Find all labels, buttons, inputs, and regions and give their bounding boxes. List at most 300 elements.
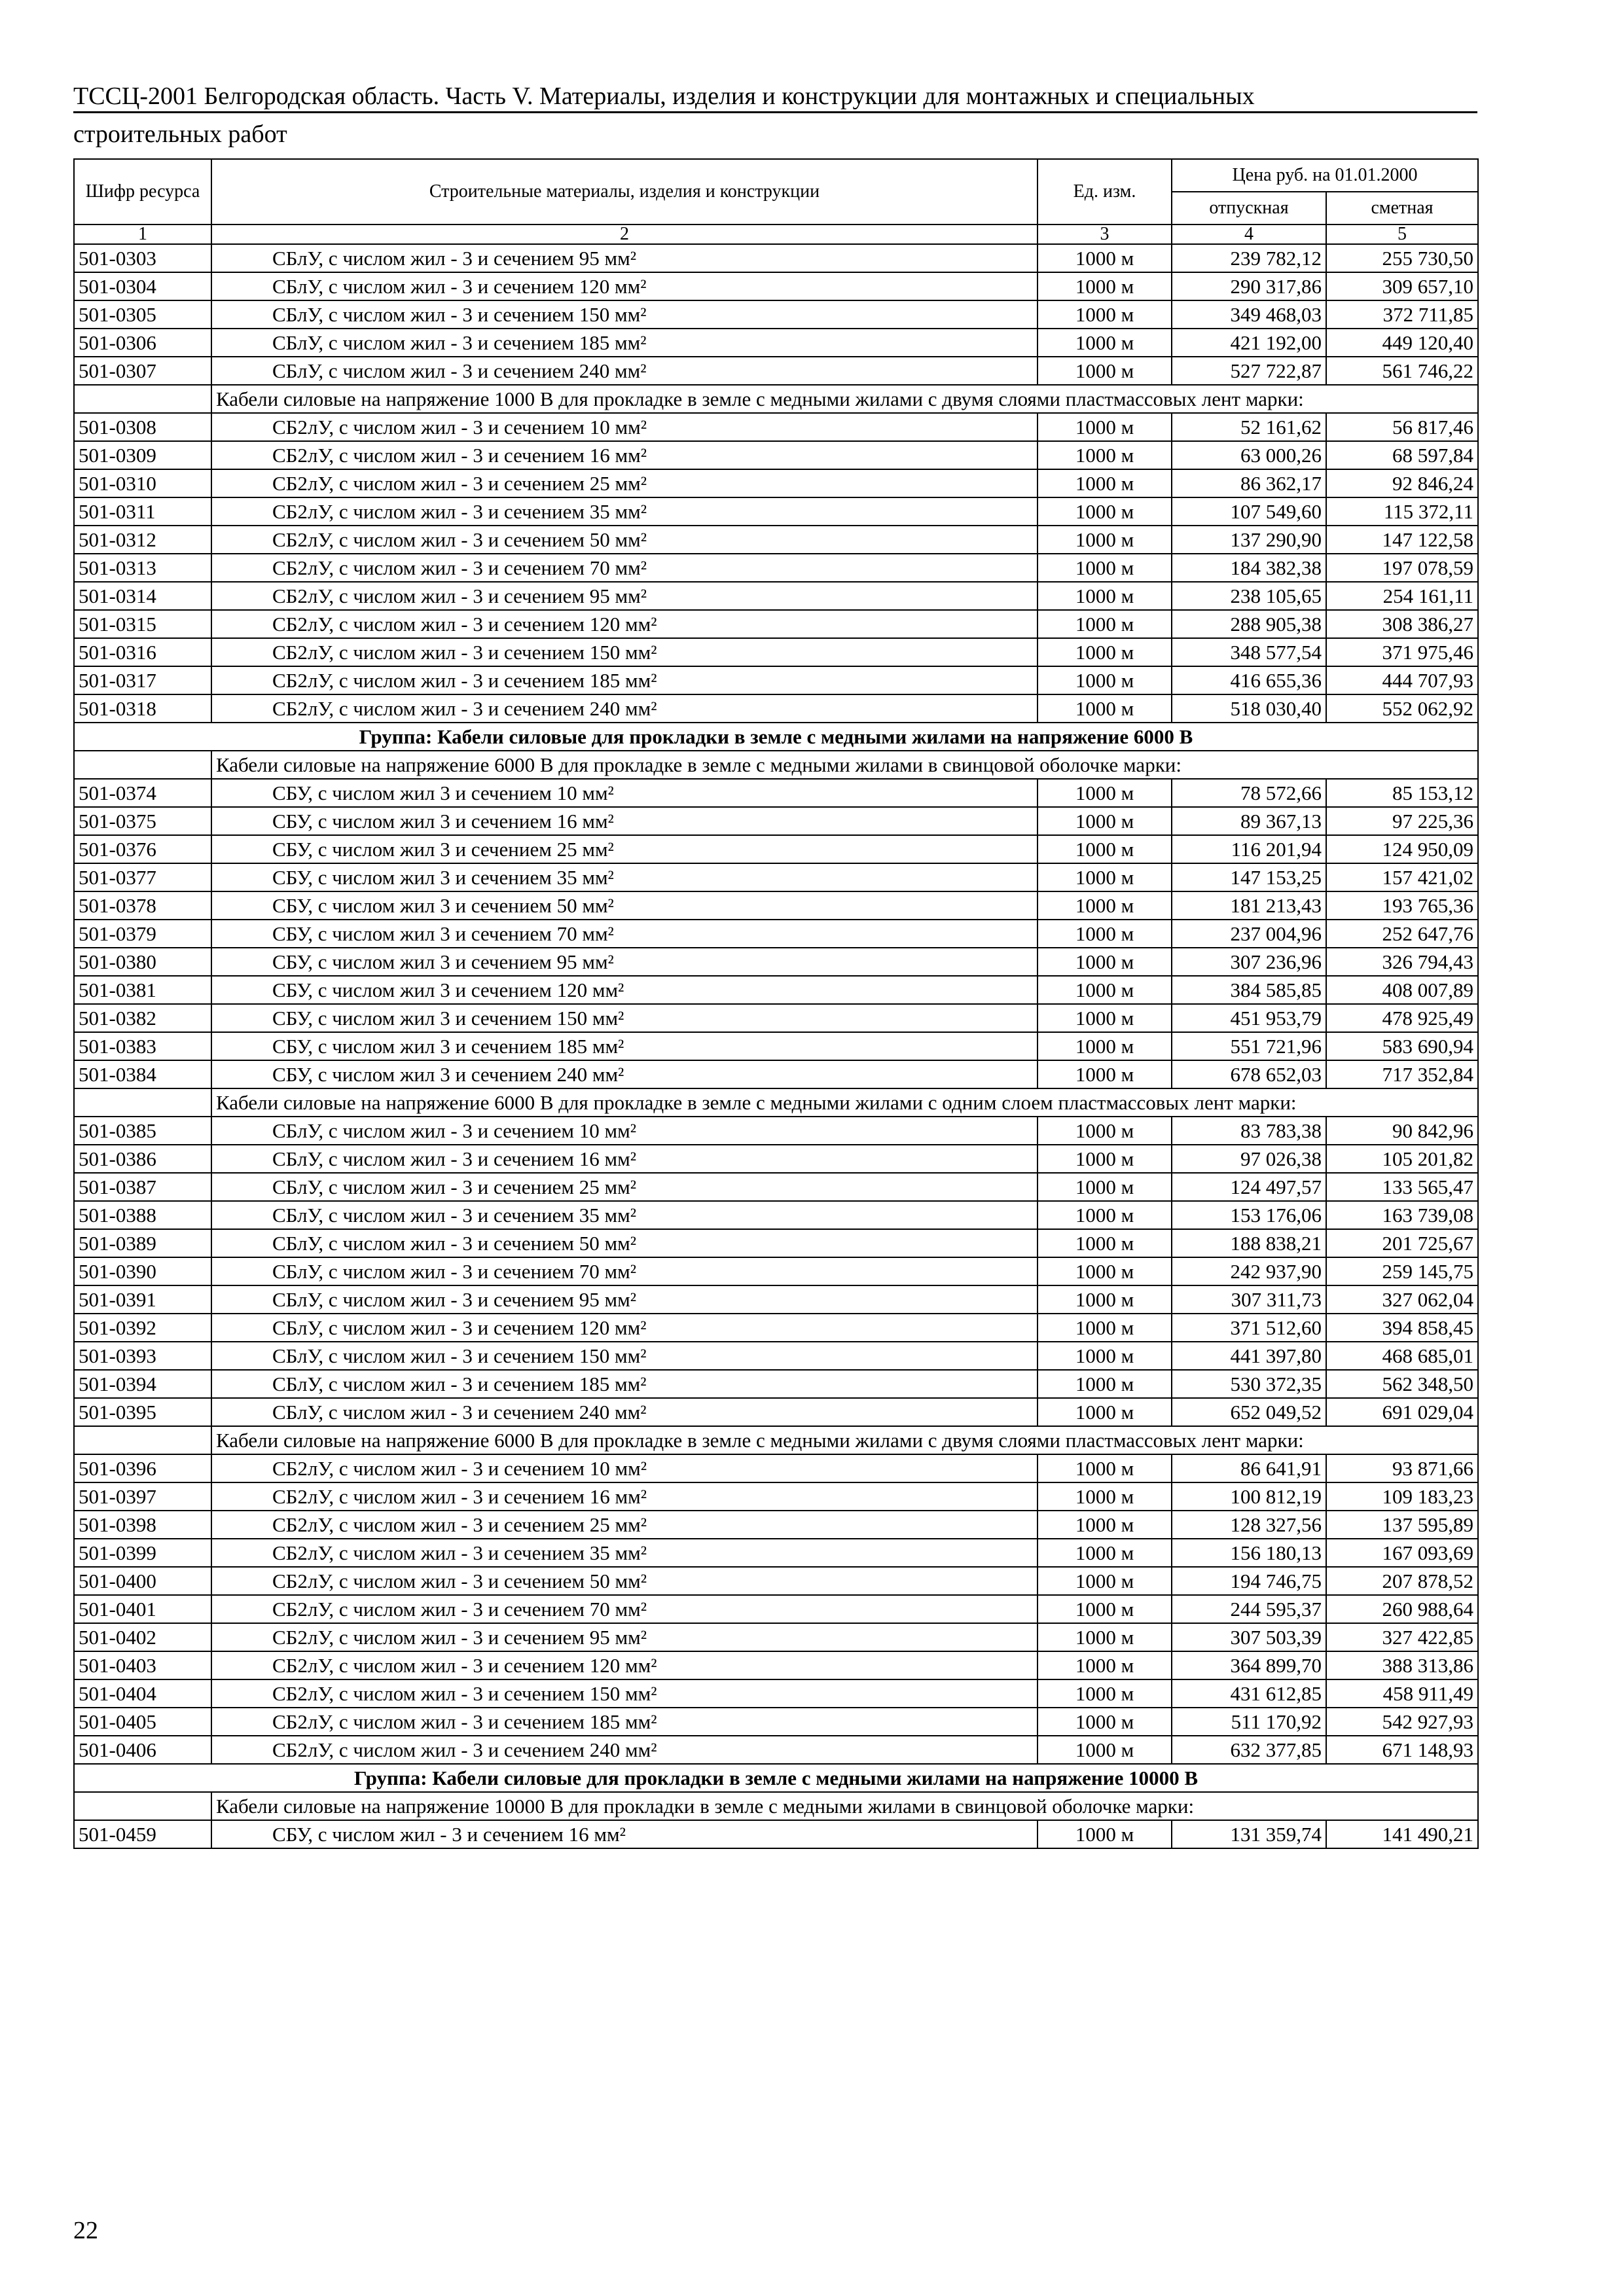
unit-of-measure: 1000 м (1038, 582, 1172, 610)
estimate-price: 93 871,66 (1326, 1454, 1478, 1482)
resource-code: 501-0383 (74, 1032, 211, 1060)
table-row (74, 1285, 1478, 1314)
table-row (74, 976, 1478, 1004)
subheading-row (74, 385, 1478, 413)
subheading-text: Кабели силовые на напряжение 1000 В для прокладке в земле с медными жилами с двумя слоями пластмассовых лент марки: (211, 385, 1478, 413)
material-name: СБ2лУ, с числом жил - 3 и сечением 10 мм² (211, 1454, 1038, 1482)
material-name: СБлУ, с числом жил - 3 и сечением 95 мм² (211, 1285, 1038, 1314)
unit-of-measure: 1000 м (1038, 1173, 1172, 1201)
release-price: 527 722,87 (1172, 357, 1326, 385)
resource-code: 501-0310 (74, 469, 211, 497)
resource-code: 501-0317 (74, 666, 211, 694)
table-row (74, 1257, 1478, 1285)
release-price: 371 512,60 (1172, 1314, 1326, 1342)
material-name: СБлУ, с числом жил - 3 и сечением 150 мм² (211, 300, 1038, 329)
resource-code: 501-0314 (74, 582, 211, 610)
resource-code: 501-0379 (74, 920, 211, 948)
unit-of-measure: 1000 м (1038, 694, 1172, 723)
document-header-continuation: строительных работ (73, 120, 287, 148)
table-row (74, 666, 1478, 694)
unit-of-measure: 1000 м (1038, 1004, 1172, 1032)
unit-of-measure: 1000 м (1038, 357, 1172, 385)
release-price: 181 213,43 (1172, 891, 1326, 920)
table-row (74, 1004, 1478, 1032)
material-name: СБ2лУ, с числом жил - 3 и сечением 16 мм² (211, 441, 1038, 469)
release-price: 441 397,80 (1172, 1342, 1326, 1370)
unit-of-measure: 1000 м (1038, 1567, 1172, 1595)
header-code: Шифр ресурса (74, 159, 211, 224)
subheading-row (74, 1426, 1478, 1454)
resource-code: 501-0392 (74, 1314, 211, 1342)
unit-of-measure: 1000 м (1038, 1342, 1172, 1370)
material-name: СБ2лУ, с числом жил - 3 и сечением 120 мм² (211, 610, 1038, 638)
estimate-price: 254 161,11 (1326, 582, 1478, 610)
resource-code: 501-0375 (74, 807, 211, 835)
table-row (74, 1454, 1478, 1482)
material-name: СБУ, с числом жил 3 и сечением 70 мм² (211, 920, 1038, 948)
release-price: 194 746,75 (1172, 1567, 1326, 1595)
release-price: 184 382,38 (1172, 554, 1326, 582)
release-price: 348 577,54 (1172, 638, 1326, 666)
table-row (74, 779, 1478, 807)
resource-code: 501-0316 (74, 638, 211, 666)
group-heading-text: Группа: Кабели силовые для прокладки в земле с медными жилами на напряжение 6000 В (74, 723, 1478, 751)
material-name: СБлУ, с числом жил - 3 и сечением 240 мм² (211, 1398, 1038, 1426)
table-row (74, 807, 1478, 835)
unit-of-measure: 1000 м (1038, 497, 1172, 526)
material-name: СБлУ, с числом жил - 3 и сечением 16 мм² (211, 1145, 1038, 1173)
release-price: 238 105,65 (1172, 582, 1326, 610)
unit-of-measure: 1000 м (1038, 1820, 1172, 1848)
release-price: 107 549,60 (1172, 497, 1326, 526)
resource-code: 501-0397 (74, 1482, 211, 1511)
resource-code: 501-0376 (74, 835, 211, 863)
release-price: 153 176,06 (1172, 1201, 1326, 1229)
release-price: 86 641,91 (1172, 1454, 1326, 1482)
table-row (74, 526, 1478, 554)
estimate-price: 444 707,93 (1326, 666, 1478, 694)
estimate-price: 137 595,89 (1326, 1511, 1478, 1539)
resource-code: 501-0406 (74, 1736, 211, 1764)
estimate-price: 478 925,49 (1326, 1004, 1478, 1032)
resource-code: 501-0309 (74, 441, 211, 469)
material-name: СБУ, с числом жил 3 и сечением 10 мм² (211, 779, 1038, 807)
table-row (74, 920, 1478, 948)
table-row (74, 1398, 1478, 1426)
unit-of-measure: 1000 м (1038, 610, 1172, 638)
unit-of-measure: 1000 м (1038, 1595, 1172, 1623)
table-row (74, 244, 1478, 272)
estimate-price: 90 842,96 (1326, 1117, 1478, 1145)
column-number: 5 (1326, 224, 1478, 244)
empty-cell (74, 385, 211, 413)
release-price: 124 497,57 (1172, 1173, 1326, 1201)
estimate-price: 92 846,24 (1326, 469, 1478, 497)
subheading-row (74, 1792, 1478, 1820)
material-name: СБУ, с числом жил 3 и сечением 35 мм² (211, 863, 1038, 891)
material-name: СБ2лУ, с числом жил - 3 и сечением 240 мм² (211, 694, 1038, 723)
release-price: 384 585,85 (1172, 976, 1326, 1004)
material-name: СБУ, с числом жил 3 и сечением 95 мм² (211, 948, 1038, 976)
page-number: 22 (73, 2217, 98, 2244)
release-price: 416 655,36 (1172, 666, 1326, 694)
release-price: 551 721,96 (1172, 1032, 1326, 1060)
material-name: СБ2лУ, с числом жил - 3 и сечением 185 мм² (211, 1708, 1038, 1736)
table-header (74, 159, 1478, 244)
unit-of-measure: 1000 м (1038, 1708, 1172, 1736)
resource-code: 501-0400 (74, 1567, 211, 1595)
estimate-price: 163 739,08 (1326, 1201, 1478, 1229)
resource-code: 501-0405 (74, 1708, 211, 1736)
material-name: СБлУ, с числом жил - 3 и сечением 70 мм² (211, 1257, 1038, 1285)
empty-cell (74, 1088, 211, 1117)
header-name: Строительные материалы, изделия и конструкции (211, 159, 1038, 224)
column-number: 3 (1038, 224, 1172, 244)
release-price: 156 180,13 (1172, 1539, 1326, 1567)
table-row (74, 863, 1478, 891)
resource-code: 501-0388 (74, 1201, 211, 1229)
material-name: СБлУ, с числом жил - 3 и сечением 35 мм² (211, 1201, 1038, 1229)
table-row (74, 1342, 1478, 1370)
resource-code: 501-0387 (74, 1173, 211, 1201)
unit-of-measure: 1000 м (1038, 1314, 1172, 1342)
material-name: СБУ, с числом жил - 3 и сечением 16 мм² (211, 1820, 1038, 1848)
table-row (74, 891, 1478, 920)
release-price: 451 953,79 (1172, 1004, 1326, 1032)
unit-of-measure: 1000 м (1038, 272, 1172, 300)
empty-cell (74, 1792, 211, 1820)
table-row (74, 1708, 1478, 1736)
release-price: 83 783,38 (1172, 1117, 1326, 1145)
table-row (74, 1736, 1478, 1764)
estimate-price: 583 690,94 (1326, 1032, 1478, 1060)
material-name: СБ2лУ, с числом жил - 3 и сечением 25 мм² (211, 469, 1038, 497)
group-heading-text: Группа: Кабели силовые для прокладки в земле с медными жилами на напряжение 10000 В (74, 1764, 1478, 1792)
column-numbers-row (74, 224, 1478, 244)
release-price: 288 905,38 (1172, 610, 1326, 638)
table-row (74, 1651, 1478, 1679)
table-row (74, 1117, 1478, 1145)
resource-code: 501-0303 (74, 244, 211, 272)
table-row (74, 497, 1478, 526)
table-row (74, 1511, 1478, 1539)
release-price: 97 026,38 (1172, 1145, 1326, 1173)
material-name: СБлУ, с числом жил - 3 и сечением 25 мм² (211, 1173, 1038, 1201)
unit-of-measure: 1000 м (1038, 1145, 1172, 1173)
release-price: 652 049,52 (1172, 1398, 1326, 1426)
material-name: СБУ, с числом жил 3 и сечением 150 мм² (211, 1004, 1038, 1032)
release-price: 431 612,85 (1172, 1679, 1326, 1708)
material-name: СБлУ, с числом жил - 3 и сечением 185 мм² (211, 329, 1038, 357)
release-price: 530 372,35 (1172, 1370, 1326, 1398)
release-price: 307 236,96 (1172, 948, 1326, 976)
material-name: СБ2лУ, с числом жил - 3 и сечением 50 мм² (211, 1567, 1038, 1595)
group-heading-row (74, 1764, 1478, 1792)
resource-code: 501-0394 (74, 1370, 211, 1398)
unit-of-measure: 1000 м (1038, 1511, 1172, 1539)
material-name: СБ2лУ, с числом жил - 3 и сечением 35 мм² (211, 1539, 1038, 1567)
release-price: 131 359,74 (1172, 1820, 1326, 1848)
estimate-price: 371 975,46 (1326, 638, 1478, 666)
empty-cell (74, 751, 211, 779)
table-row (74, 948, 1478, 976)
unit-of-measure: 1000 м (1038, 1454, 1172, 1482)
estimate-price: 105 201,82 (1326, 1145, 1478, 1173)
release-price: 421 192,00 (1172, 329, 1326, 357)
resource-code: 501-0402 (74, 1623, 211, 1651)
estimate-price: 115 372,11 (1326, 497, 1478, 526)
estimate-price: 157 421,02 (1326, 863, 1478, 891)
unit-of-measure: 1000 м (1038, 638, 1172, 666)
estimate-price: 458 911,49 (1326, 1679, 1478, 1708)
release-price: 518 030,40 (1172, 694, 1326, 723)
estimate-price: 197 078,59 (1326, 554, 1478, 582)
material-name: СБлУ, с числом жил - 3 и сечением 120 мм² (211, 272, 1038, 300)
estimate-price: 124 950,09 (1326, 835, 1478, 863)
material-name: СБ2лУ, с числом жил - 3 и сечением 50 мм² (211, 526, 1038, 554)
estimate-price: 394 858,45 (1326, 1314, 1478, 1342)
resource-code: 501-0393 (74, 1342, 211, 1370)
unit-of-measure: 1000 м (1038, 1370, 1172, 1398)
material-name: СБлУ, с числом жил - 3 и сечением 240 мм² (211, 357, 1038, 385)
release-price: 52 161,62 (1172, 413, 1326, 441)
material-name: СБлУ, с числом жил - 3 и сечением 95 мм² (211, 244, 1038, 272)
resource-code: 501-0389 (74, 1229, 211, 1257)
material-name: СБлУ, с числом жил - 3 и сечением 120 мм² (211, 1314, 1038, 1342)
estimate-price: 388 313,86 (1326, 1651, 1478, 1679)
material-name: СБ2лУ, с числом жил - 3 и сечением 35 мм² (211, 497, 1038, 526)
estimate-price: 717 352,84 (1326, 1060, 1478, 1088)
subheading-row (74, 751, 1478, 779)
material-name: СБ2лУ, с числом жил - 3 и сечением 70 мм² (211, 1595, 1038, 1623)
table-row (74, 582, 1478, 610)
release-price: 307 503,39 (1172, 1623, 1326, 1651)
estimate-price: 56 817,46 (1326, 413, 1478, 441)
unit-of-measure: 1000 м (1038, 1482, 1172, 1511)
estimate-price: 671 148,93 (1326, 1736, 1478, 1764)
table-row (74, 1201, 1478, 1229)
release-price: 349 468,03 (1172, 300, 1326, 329)
resource-code: 501-0459 (74, 1820, 211, 1848)
material-name: СБлУ, с числом жил - 3 и сечением 185 мм² (211, 1370, 1038, 1398)
resource-code: 501-0404 (74, 1679, 211, 1708)
unit-of-measure: 1000 м (1038, 300, 1172, 329)
material-name: СБ2лУ, с числом жил - 3 и сечением 240 мм² (211, 1736, 1038, 1764)
release-price: 86 362,17 (1172, 469, 1326, 497)
estimate-price: 147 122,58 (1326, 526, 1478, 554)
table-row (74, 1623, 1478, 1651)
material-name: СБУ, с числом жил 3 и сечением 240 мм² (211, 1060, 1038, 1088)
release-price: 63 000,26 (1172, 441, 1326, 469)
resource-code: 501-0396 (74, 1454, 211, 1482)
table-row (74, 329, 1478, 357)
unit-of-measure: 1000 м (1038, 413, 1172, 441)
resource-code: 501-0307 (74, 357, 211, 385)
material-name: СБлУ, с числом жил - 3 и сечением 50 мм² (211, 1229, 1038, 1257)
material-name: СБ2лУ, с числом жил - 3 и сечением 95 мм² (211, 582, 1038, 610)
unit-of-measure: 1000 м (1038, 1539, 1172, 1567)
release-price: 242 937,90 (1172, 1257, 1326, 1285)
estimate-price: 260 988,64 (1326, 1595, 1478, 1623)
estimate-price: 167 093,69 (1326, 1539, 1478, 1567)
unit-of-measure: 1000 м (1038, 1032, 1172, 1060)
resource-code: 501-0401 (74, 1595, 211, 1623)
estimate-price: 85 153,12 (1326, 779, 1478, 807)
resource-code: 501-0312 (74, 526, 211, 554)
material-name: СБУ, с числом жил 3 и сечением 185 мм² (211, 1032, 1038, 1060)
table-row (74, 638, 1478, 666)
resource-code: 501-0306 (74, 329, 211, 357)
material-name: СБлУ, с числом жил - 3 и сечением 10 мм² (211, 1117, 1038, 1145)
release-price: 137 290,90 (1172, 526, 1326, 554)
estimate-price: 97 225,36 (1326, 807, 1478, 835)
resource-code: 501-0311 (74, 497, 211, 526)
estimate-price: 201 725,67 (1326, 1229, 1478, 1257)
release-price: 188 838,21 (1172, 1229, 1326, 1257)
subheading-text: Кабели силовые на напряжение 6000 В для прокладке в земле с медными жилами с одним слоем пластмассовых лент марки: (211, 1088, 1478, 1117)
resource-code: 501-0391 (74, 1285, 211, 1314)
material-name: СБ2лУ, с числом жил - 3 и сечением 150 мм² (211, 1679, 1038, 1708)
unit-of-measure: 1000 м (1038, 920, 1172, 948)
estimate-price: 255 730,50 (1326, 244, 1478, 272)
estimate-price: 327 062,04 (1326, 1285, 1478, 1314)
table-row (74, 1370, 1478, 1398)
table-row (74, 1482, 1478, 1511)
table-row (74, 300, 1478, 329)
estimate-price: 326 794,43 (1326, 948, 1478, 976)
estimate-price: 449 120,40 (1326, 329, 1478, 357)
resource-code: 501-0398 (74, 1511, 211, 1539)
resource-code: 501-0315 (74, 610, 211, 638)
resource-code: 501-0395 (74, 1398, 211, 1426)
estimate-price: 552 062,92 (1326, 694, 1478, 723)
material-name: СБУ, с числом жил 3 и сечением 120 мм² (211, 976, 1038, 1004)
unit-of-measure: 1000 м (1038, 1201, 1172, 1229)
unit-of-measure: 1000 м (1038, 891, 1172, 920)
unit-of-measure: 1000 м (1038, 1398, 1172, 1426)
unit-of-measure: 1000 м (1038, 554, 1172, 582)
table-row (74, 357, 1478, 385)
material-name: СБ2лУ, с числом жил - 3 и сечением 16 мм² (211, 1482, 1038, 1511)
unit-of-measure: 1000 м (1038, 1679, 1172, 1708)
estimate-price: 691 029,04 (1326, 1398, 1478, 1426)
table-row (74, 413, 1478, 441)
table-row (74, 1229, 1478, 1257)
subheading-text: Кабели силовые на напряжение 6000 В для прокладке в земле с медными жилами в свинцовой оболочке марки: (211, 751, 1478, 779)
estimate-price: 372 711,85 (1326, 300, 1478, 329)
header-unit: Ед. изм. (1038, 159, 1172, 224)
release-price: 364 899,70 (1172, 1651, 1326, 1679)
table-row (74, 694, 1478, 723)
resource-code: 501-0403 (74, 1651, 211, 1679)
unit-of-measure: 1000 м (1038, 807, 1172, 835)
subheading-text: Кабели силовые на напряжение 6000 В для прокладке в земле с медными жилами с двумя слоями пластмассовых лент марки: (211, 1426, 1478, 1454)
estimate-price: 193 765,36 (1326, 891, 1478, 920)
estimate-price: 562 348,50 (1326, 1370, 1478, 1398)
estimate-price: 309 657,10 (1326, 272, 1478, 300)
table-row (74, 610, 1478, 638)
estimate-price: 259 145,75 (1326, 1257, 1478, 1285)
resource-code: 501-0381 (74, 976, 211, 1004)
unit-of-measure: 1000 м (1038, 1229, 1172, 1257)
release-price: 128 327,56 (1172, 1511, 1326, 1539)
table-row (74, 835, 1478, 863)
release-price: 116 201,94 (1172, 835, 1326, 863)
unit-of-measure: 1000 м (1038, 526, 1172, 554)
resource-code: 501-0305 (74, 300, 211, 329)
material-name: СБлУ, с числом жил - 3 и сечением 150 мм² (211, 1342, 1038, 1370)
table-body (74, 244, 1478, 1848)
unit-of-measure: 1000 м (1038, 1651, 1172, 1679)
column-number: 2 (211, 224, 1038, 244)
release-price: 237 004,96 (1172, 920, 1326, 948)
material-name: СБУ, с числом жил 3 и сечением 16 мм² (211, 807, 1038, 835)
estimate-price: 327 422,85 (1326, 1623, 1478, 1651)
table-row (74, 441, 1478, 469)
subheading-row (74, 1088, 1478, 1117)
release-price: 78 572,66 (1172, 779, 1326, 807)
header-estimate-price: сметная (1326, 192, 1478, 224)
material-name: СБ2лУ, с числом жил - 3 и сечением 185 мм² (211, 666, 1038, 694)
material-name: СБ2лУ, с числом жил - 3 и сечением 70 мм² (211, 554, 1038, 582)
estimate-price: 109 183,23 (1326, 1482, 1478, 1511)
table-row (74, 1595, 1478, 1623)
table-row (74, 1567, 1478, 1595)
estimate-price: 141 490,21 (1326, 1820, 1478, 1848)
resource-code: 501-0384 (74, 1060, 211, 1088)
material-name: СБУ, с числом жил 3 и сечением 25 мм² (211, 835, 1038, 863)
document-header: ТССЦ-2001 Белгородская область. Часть V. Материалы, изделия и конструкции для монтажных и специальных (73, 81, 1477, 113)
unit-of-measure: 1000 м (1038, 948, 1172, 976)
table-row (74, 554, 1478, 582)
estimate-price: 68 597,84 (1326, 441, 1478, 469)
material-name: СБ2лУ, с числом жил - 3 и сечением 150 мм² (211, 638, 1038, 666)
resource-code: 501-0385 (74, 1117, 211, 1145)
header-price: Цена руб. на 01.01.2000 (1172, 159, 1478, 192)
unit-of-measure: 1000 м (1038, 1736, 1172, 1764)
estimate-price: 561 746,22 (1326, 357, 1478, 385)
material-name: СБ2лУ, с числом жил - 3 и сечением 120 мм² (211, 1651, 1038, 1679)
release-price: 307 311,73 (1172, 1285, 1326, 1314)
estimate-price: 252 647,76 (1326, 920, 1478, 948)
estimate-price: 408 007,89 (1326, 976, 1478, 1004)
release-price: 100 812,19 (1172, 1482, 1326, 1511)
material-name: СБУ, с числом жил 3 и сечением 50 мм² (211, 891, 1038, 920)
column-number: 4 (1172, 224, 1326, 244)
table-row (74, 1032, 1478, 1060)
resource-code: 501-0318 (74, 694, 211, 723)
unit-of-measure: 1000 м (1038, 863, 1172, 891)
resource-code: 501-0377 (74, 863, 211, 891)
unit-of-measure: 1000 м (1038, 329, 1172, 357)
header-release-price: отпускная (1172, 192, 1326, 224)
release-price: 244 595,37 (1172, 1595, 1326, 1623)
release-price: 678 652,03 (1172, 1060, 1326, 1088)
subheading-text: Кабели силовые на напряжение 10000 В для прокладки в земле с медными жилами в свинцовой оболочке марки: (211, 1792, 1478, 1820)
estimate-price: 542 927,93 (1326, 1708, 1478, 1736)
estimate-price: 308 386,27 (1326, 610, 1478, 638)
resource-code: 501-0313 (74, 554, 211, 582)
group-heading-row (74, 723, 1478, 751)
release-price: 239 782,12 (1172, 244, 1326, 272)
table-row (74, 1060, 1478, 1088)
unit-of-measure: 1000 м (1038, 666, 1172, 694)
table-row (74, 1173, 1478, 1201)
resource-code: 501-0382 (74, 1004, 211, 1032)
unit-of-measure: 1000 м (1038, 1285, 1172, 1314)
resource-code: 501-0399 (74, 1539, 211, 1567)
resource-code: 501-0390 (74, 1257, 211, 1285)
